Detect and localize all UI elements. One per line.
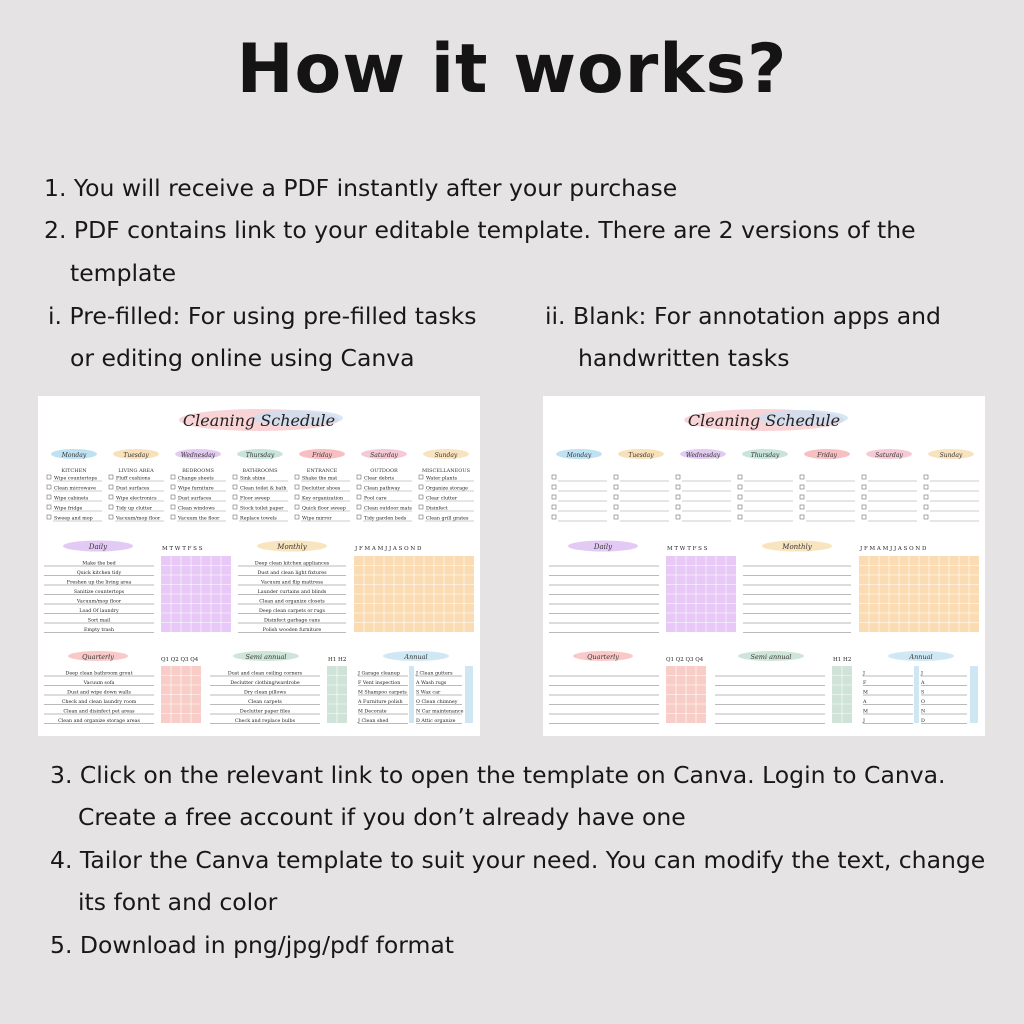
- checkbox: [738, 485, 742, 489]
- quarterly-label: Quarterly: [587, 653, 619, 661]
- monthly-task: Disinfect garbage cans: [264, 618, 320, 624]
- task-text: Stock toilet paper: [240, 506, 284, 512]
- task-text: Replace towels: [240, 516, 277, 522]
- daily-task: Sanitize countertops: [73, 590, 125, 595]
- task-text: Dust surfaces: [116, 486, 150, 492]
- step-4-continued: its font and color: [78, 888, 278, 916]
- task-text: Water plants: [426, 476, 457, 482]
- annual-task: J Clean gutters: [416, 671, 453, 677]
- annual-task: A Wash rugs: [416, 681, 447, 686]
- task-text: Clean windows: [178, 506, 215, 512]
- checkbox: [800, 475, 804, 479]
- quarterly-task: Vacuum sofa: [83, 681, 115, 686]
- step-5: 5. Download in png/jpg/pdf format: [50, 931, 454, 959]
- area-label: OUTDOOR: [370, 468, 398, 474]
- task-text: Wipe electronics: [116, 496, 157, 502]
- page-title: How it works?: [236, 30, 788, 109]
- daily-task: Vacuum/mop floor: [76, 599, 122, 605]
- day-label: Monday: [566, 452, 592, 459]
- annual-month-letter: F: [863, 681, 867, 686]
- checkbox: [614, 515, 618, 519]
- annual-task: A Furniture polish: [358, 700, 403, 705]
- annual-month-letter: N: [921, 709, 926, 715]
- checkbox: [862, 495, 866, 499]
- checkbox: [171, 495, 175, 499]
- checkbox: [552, 485, 556, 489]
- checkbox: [109, 515, 113, 519]
- annual-task: M Shampoo carpets: [358, 690, 407, 696]
- month-letters: J F M A M J J A S O N D: [355, 546, 422, 552]
- checkbox: [924, 505, 928, 509]
- checkbox: [676, 495, 680, 499]
- checkbox: [614, 505, 618, 509]
- area-label: ENTRANCE: [306, 468, 338, 474]
- checkbox: [357, 475, 361, 479]
- sheet-title: Cleaning Schedule: [687, 411, 841, 430]
- monthly-task: Launder curtains and blinds: [257, 590, 327, 595]
- checkbox: [295, 515, 299, 519]
- day-label: Tuesday: [628, 452, 654, 459]
- option-prefilled-continued: or editing online using Canva: [70, 344, 415, 372]
- task-text: Declutter shoes: [302, 486, 341, 492]
- checkbox: [295, 505, 299, 509]
- daily-task: Sort mail: [87, 618, 111, 624]
- semi-task: Check and replace bulbs: [234, 719, 296, 724]
- daily-label: Daily: [593, 543, 613, 551]
- checkbox: [419, 475, 423, 479]
- quarterly-task: Dust and wipe down walls: [67, 690, 131, 696]
- daily-task: Load Of laundry: [79, 609, 119, 614]
- day-label: Friday: [817, 452, 837, 459]
- semi-label: Semi annual: [245, 653, 287, 661]
- annual-task: N Car maintenance: [416, 709, 464, 715]
- day-label: Sunday: [939, 452, 963, 459]
- checkbox: [800, 515, 804, 519]
- checkbox: [357, 505, 361, 509]
- quarterly-task: Clean and organize storage areas: [58, 719, 140, 724]
- checkbox: [614, 485, 618, 489]
- annual-month-letter: A: [863, 700, 867, 705]
- blank-template-preview: [543, 396, 985, 736]
- day-label: Thursday: [245, 452, 275, 459]
- checkbox: [552, 505, 556, 509]
- checkbox: [614, 475, 618, 479]
- step-3: 3. Click on the relevant link to open the template on Canva. Login to Canva.: [50, 761, 946, 789]
- annual-task: S Wax car: [416, 690, 441, 696]
- checkbox: [295, 485, 299, 489]
- month-letters: J F M A M J J A S O N D: [860, 546, 927, 552]
- daily-task: Make the bed: [82, 561, 116, 567]
- checkbox: [419, 515, 423, 519]
- daily-task: Empty trash: [84, 628, 114, 633]
- checkbox: [419, 485, 423, 489]
- checkbox: [738, 505, 742, 509]
- semi-task: Declutter clothing/wardrobe: [230, 681, 300, 686]
- checkbox: [552, 515, 556, 519]
- day-label: Monday: [61, 452, 87, 459]
- task-text: Dust surfaces: [178, 496, 212, 502]
- checkbox: [552, 495, 556, 499]
- annual-label: Annual: [404, 653, 428, 661]
- task-text: Wipe countertops: [54, 476, 97, 482]
- area-label: BEDROOMS: [182, 468, 214, 474]
- sheet-title: Cleaning Schedule: [182, 411, 336, 430]
- task-text: Vacuum/mop floor: [116, 516, 161, 522]
- quarterly-task: Clean and disinfect pet areas: [63, 709, 135, 715]
- checkbox: [614, 495, 618, 499]
- monthly-task: Dust and clean light fixtures: [257, 571, 327, 576]
- task-text: Clear debris: [364, 476, 394, 482]
- checkbox: [171, 505, 175, 509]
- day-label: Sunday: [434, 452, 458, 459]
- semi-task: Clean carpets: [248, 700, 282, 705]
- checkbox: [800, 505, 804, 509]
- annual-task: M Decorate: [358, 709, 387, 715]
- week-letters: M T W T F S S: [162, 546, 203, 552]
- task-text: Wipe mirror: [302, 516, 332, 522]
- monthly-task: Clean and organize closets: [259, 599, 325, 605]
- step-1: 1. You will receive a PDF instantly after your purchase: [44, 174, 678, 202]
- task-text: Clean grill grates: [426, 516, 469, 522]
- task-text: Change sheets: [178, 476, 214, 482]
- annual-month-letter: D: [921, 719, 925, 724]
- checkbox: [924, 485, 928, 489]
- annual-bar: [914, 666, 919, 723]
- checkbox: [295, 495, 299, 499]
- task-text: Vacuum the floor: [178, 516, 220, 522]
- prefilled-template-preview: [38, 396, 480, 736]
- annual-bar: [970, 666, 978, 723]
- checkbox: [171, 485, 175, 489]
- annual-month-letter: S: [921, 690, 925, 696]
- quarter-letters: Q1 Q2 Q3 Q4: [161, 657, 199, 663]
- task-text: Wipe furniture: [178, 486, 214, 492]
- checkbox: [47, 495, 51, 499]
- task-text: Tidy garden beds: [364, 516, 407, 522]
- quarterly-task: Deep clean bathroom grout: [65, 671, 133, 677]
- annual-task: F Vent inspection: [358, 681, 401, 686]
- task-text: Clean pathway: [364, 486, 401, 492]
- checkbox: [109, 495, 113, 499]
- task-text: Sink shine: [240, 476, 266, 482]
- annual-month-letter: J: [863, 671, 865, 677]
- checkbox: [924, 515, 928, 519]
- day-label: Saturday: [875, 452, 903, 459]
- checkbox: [862, 475, 866, 479]
- semi-label: Semi annual: [750, 653, 792, 661]
- checkbox: [295, 475, 299, 479]
- task-text: Quick floor sweep: [302, 506, 346, 512]
- annual-task: J Garage cleanup: [358, 671, 400, 677]
- checkbox: [676, 485, 680, 489]
- step-2: 2. PDF contains link to your editable template. There are 2 versions of the: [44, 216, 916, 244]
- checkbox: [357, 515, 361, 519]
- day-label: Friday: [312, 452, 332, 459]
- daily-task: Freshen up the living area: [66, 580, 132, 586]
- monthly-task: Polish wooden furniture: [262, 628, 322, 633]
- prefilled-schedule-drawing: [38, 396, 480, 736]
- daily-label: Daily: [88, 543, 108, 551]
- task-text: Fluff cushions: [116, 476, 151, 482]
- quarter-letters: Q1 Q2 Q3 Q4: [666, 657, 704, 663]
- task-text: Clean toilet & bath: [240, 486, 287, 492]
- checkbox: [171, 515, 175, 519]
- checkbox: [109, 485, 113, 489]
- checkbox: [738, 495, 742, 499]
- checkbox: [47, 505, 51, 509]
- checkbox: [233, 475, 237, 479]
- checkbox: [357, 495, 361, 499]
- task-text: Wipe cabinets: [54, 496, 89, 502]
- option-blank-continued: handwritten tasks: [578, 344, 790, 372]
- annual-bar: [465, 666, 473, 723]
- task-text: Organize storage: [426, 486, 469, 492]
- checkbox: [419, 505, 423, 509]
- monthly-label: Monthly: [782, 543, 812, 551]
- task-text: Sweep and mop: [54, 516, 93, 522]
- day-label: Thursday: [750, 452, 780, 459]
- task-text: Wipe fridge: [54, 506, 83, 512]
- monthly-task: Deep clean kitchen appliances: [254, 561, 330, 567]
- annual-month-letter: O: [921, 700, 925, 705]
- checkbox: [924, 495, 928, 499]
- monthly-task: Deep clean carpets or rugs: [259, 609, 325, 614]
- option-blank: ii. Blank: For annotation apps and: [545, 302, 941, 330]
- task-text: Clear clutter: [426, 496, 458, 502]
- annual-month-letter: A: [921, 681, 925, 686]
- checkbox: [738, 515, 742, 519]
- task-text: Floor sweep: [240, 496, 270, 502]
- checkbox: [924, 475, 928, 479]
- checkbox: [676, 505, 680, 509]
- semi-task: Dry clean pillows: [243, 690, 287, 696]
- quarterly-label: Quarterly: [82, 653, 114, 661]
- week-letters: M T W T F S S: [667, 546, 708, 552]
- checkbox: [676, 515, 680, 519]
- area-label: BATHROOMS: [242, 468, 278, 474]
- annual-month-letter: M: [863, 690, 868, 696]
- checkbox: [862, 515, 866, 519]
- day-label: Tuesday: [123, 452, 149, 459]
- monthly-task: Vacuum and flip mattress: [260, 580, 324, 586]
- quarterly-task: Check and clean laundry room: [61, 700, 137, 705]
- annual-month-letter: J: [863, 719, 865, 724]
- checkbox: [233, 515, 237, 519]
- checkbox: [233, 495, 237, 499]
- day-label: Wednesday: [180, 452, 216, 459]
- task-text: Tidy up clutter: [116, 506, 153, 512]
- checkbox: [800, 495, 804, 499]
- step-2-continued: template: [70, 259, 177, 287]
- checkbox: [233, 485, 237, 489]
- checkbox: [419, 495, 423, 499]
- area-label: KITCHEN: [61, 468, 87, 474]
- checkbox: [862, 505, 866, 509]
- step-4: 4. Tailor the Canva template to suit your need. You can modify the text, change: [50, 846, 986, 874]
- annual-month-letter: M: [863, 709, 868, 715]
- half-letters: H1 H2: [833, 657, 852, 663]
- monthly-label: Monthly: [277, 543, 307, 551]
- task-text: Clean microwave: [54, 486, 96, 492]
- annual-task: O Clean chimney: [416, 700, 458, 705]
- checkbox: [47, 475, 51, 479]
- task-text: Disinfect: [426, 506, 448, 512]
- task-text: Clean outdoor mats: [364, 506, 412, 512]
- checkbox: [109, 475, 113, 479]
- blank-schedule-drawing: [543, 396, 985, 736]
- checkbox: [357, 485, 361, 489]
- checkbox: [109, 505, 113, 509]
- checkbox: [862, 485, 866, 489]
- checkbox: [676, 475, 680, 479]
- area-label: LIVING AREA: [118, 468, 154, 474]
- annual-bar: [409, 666, 414, 723]
- checkbox: [171, 475, 175, 479]
- semi-task: Dust and clean ceiling corners: [227, 671, 303, 677]
- checkbox: [552, 475, 556, 479]
- step-3-continued: Create a free account if you don’t already have one: [78, 803, 686, 831]
- semi-task: Declutter paper files: [239, 709, 291, 715]
- annual-task: J Clean shed: [358, 719, 389, 724]
- half-letters: H1 H2: [328, 657, 347, 663]
- checkbox: [233, 505, 237, 509]
- day-label: Saturday: [370, 452, 398, 459]
- option-prefilled: i. Pre-filled: For using pre-filled tasks: [48, 302, 477, 330]
- daily-task: Quick kitchen tidy: [76, 571, 122, 576]
- annual-month-letter: J: [921, 671, 923, 677]
- task-text: Shake the mat: [302, 476, 338, 482]
- task-text: Pool care: [364, 496, 387, 502]
- annual-task: D Attic organize: [416, 719, 456, 724]
- day-label: Wednesday: [685, 452, 721, 459]
- area-label: MISCELLANEOUS: [421, 468, 471, 474]
- annual-label: Annual: [909, 653, 933, 661]
- checkbox: [47, 485, 51, 489]
- checkbox: [47, 515, 51, 519]
- checkbox: [738, 475, 742, 479]
- task-text: Key organization: [302, 496, 344, 502]
- checkbox: [800, 485, 804, 489]
